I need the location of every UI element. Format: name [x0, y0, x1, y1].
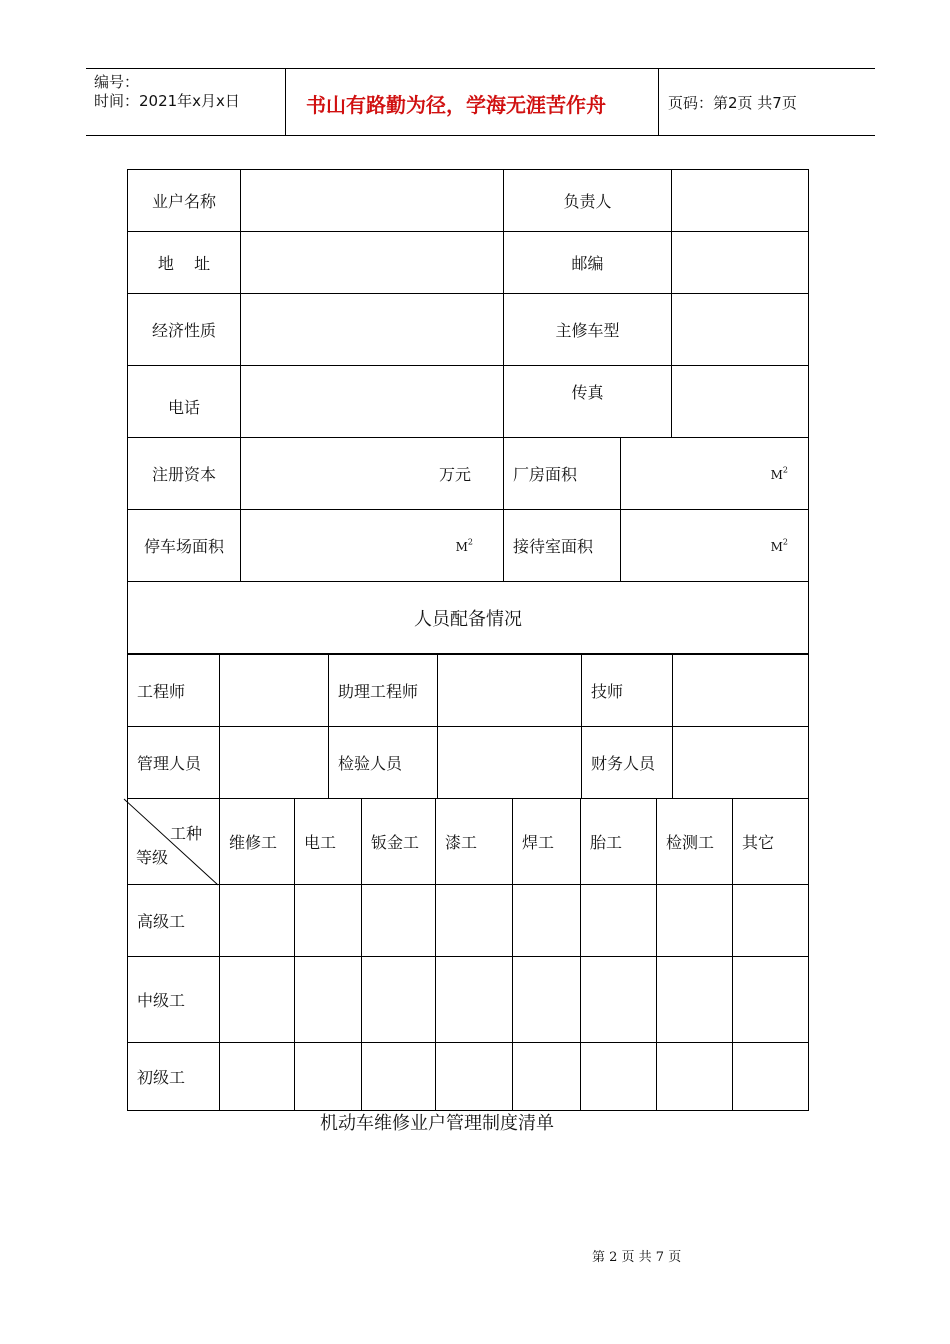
person-in-charge-field[interactable] [672, 170, 809, 232]
address-field[interactable] [241, 232, 504, 294]
count-cell[interactable] [295, 885, 362, 957]
staffing-section-title: 人员配备情况 [128, 582, 809, 654]
manager-field[interactable] [220, 727, 329, 799]
area-unit: M [770, 540, 783, 554]
parking-area-field[interactable] [241, 510, 504, 582]
trade-header: 胎工 [581, 799, 657, 885]
count-cell[interactable] [513, 1043, 581, 1111]
header-page-info: 页码：第2页 共7页 [668, 94, 797, 112]
count-cell[interactable] [513, 885, 581, 957]
person-in-charge-label: 负责人 [504, 170, 672, 232]
owner-name-label: 业户名称 [128, 170, 241, 232]
header-top-rule [86, 68, 875, 69]
count-cell[interactable] [436, 1043, 513, 1111]
diagonal-bottom-label: 等级 [136, 848, 169, 867]
finance-label: 财务人员 [582, 727, 673, 799]
level-label: 中级工 [128, 957, 220, 1043]
count-cell[interactable] [733, 1043, 809, 1111]
technician-field[interactable] [673, 655, 809, 727]
count-cell[interactable] [362, 1043, 436, 1111]
count-cell[interactable] [733, 957, 809, 1043]
phone-label: 电话 [128, 366, 241, 438]
trade-header: 电工 [295, 799, 362, 885]
capital-unit: 万元 [438, 465, 471, 484]
fax-label: 传真 [504, 366, 672, 438]
area-unit-superscript: 2 [782, 465, 789, 475]
main-vehicle-type-label: 主修车型 [504, 294, 672, 366]
count-cell[interactable] [362, 957, 436, 1043]
header-motto: 书山有路勤为径，学海无涯苦作舟 [306, 93, 606, 117]
manager-label: 管理人员 [128, 727, 220, 799]
document-caption: 机动车维修业户管理制度清单 [320, 1113, 554, 1134]
reception-area-field[interactable] [621, 510, 809, 582]
count-cell[interactable] [581, 885, 657, 957]
count-cell[interactable] [513, 957, 581, 1043]
trade-header: 漆工 [436, 799, 513, 885]
diagonal-header-cell [128, 799, 220, 885]
count-cell[interactable] [220, 885, 295, 957]
area-unit-superscript: 2 [467, 537, 473, 547]
trade-header: 其它 [733, 799, 809, 885]
page-footer: 第 2 页 共 7 页 [592, 1250, 682, 1265]
economic-nature-field[interactable] [241, 294, 504, 366]
parking-area-label: 停车场面积 [128, 510, 241, 582]
table-row [128, 885, 809, 957]
table-row [128, 1043, 809, 1111]
trade-header: 焊工 [513, 799, 581, 885]
count-cell[interactable] [295, 957, 362, 1043]
finance-field[interactable] [673, 727, 809, 799]
main-vehicle-type-field[interactable] [672, 294, 809, 366]
count-cell[interactable] [295, 1043, 362, 1111]
engineer-field[interactable] [220, 655, 329, 727]
registered-capital-label: 注册资本 [128, 438, 241, 510]
registered-capital-field[interactable] [241, 438, 504, 510]
count-cell[interactable] [436, 957, 513, 1043]
diagonal-top-label: 工种 [170, 824, 203, 843]
count-cell[interactable] [733, 885, 809, 957]
postcode-label: 邮编 [504, 232, 672, 294]
inspector-label: 检验人员 [329, 727, 438, 799]
economic-nature-label: 经济性质 [128, 294, 241, 366]
count-cell[interactable] [657, 1043, 733, 1111]
count-cell[interactable] [657, 957, 733, 1043]
plant-area-field[interactable] [621, 438, 809, 510]
count-cell[interactable] [362, 885, 436, 957]
postcode-field[interactable] [672, 232, 809, 294]
staff-table [127, 654, 809, 799]
plant-area-label: 厂房面积 [504, 438, 621, 510]
header-bottom-rule [86, 135, 875, 136]
trade-level-table [127, 798, 809, 1111]
count-cell[interactable] [581, 957, 657, 1043]
area-unit: M [455, 540, 468, 554]
inspector-field[interactable] [438, 727, 582, 799]
area-unit: M [770, 468, 783, 482]
fax-field[interactable] [672, 366, 809, 438]
owner-name-field[interactable] [241, 170, 504, 232]
level-label: 初级工 [128, 1043, 220, 1111]
area-unit-superscript: 2 [782, 537, 789, 547]
count-cell[interactable] [220, 1043, 295, 1111]
table-row [128, 957, 809, 1043]
count-cell[interactable] [581, 1043, 657, 1111]
count-cell[interactable] [220, 957, 295, 1043]
phone-field[interactable] [241, 366, 504, 438]
technician-label: 技师 [582, 655, 673, 727]
trade-header: 维修工 [220, 799, 295, 885]
document-number-label: 编号： [94, 73, 140, 91]
level-label: 高级工 [128, 885, 220, 957]
trade-header: 钣金工 [362, 799, 436, 885]
assistant-engineer-field[interactable] [438, 655, 582, 727]
count-cell[interactable] [657, 885, 733, 957]
header-divider-left [285, 68, 286, 136]
engineer-label: 工程师 [128, 655, 220, 727]
header-divider-right [658, 68, 659, 136]
trade-header: 检测工 [657, 799, 733, 885]
document-time-label: 时间：2021年x月x日 [94, 92, 240, 110]
assistant-engineer-label: 助理工程师 [329, 655, 438, 727]
count-cell[interactable] [436, 885, 513, 957]
address-label: 地 址 [128, 232, 241, 294]
reception-area-label: 接待室面积 [504, 510, 621, 582]
owner-info-table [127, 169, 809, 654]
